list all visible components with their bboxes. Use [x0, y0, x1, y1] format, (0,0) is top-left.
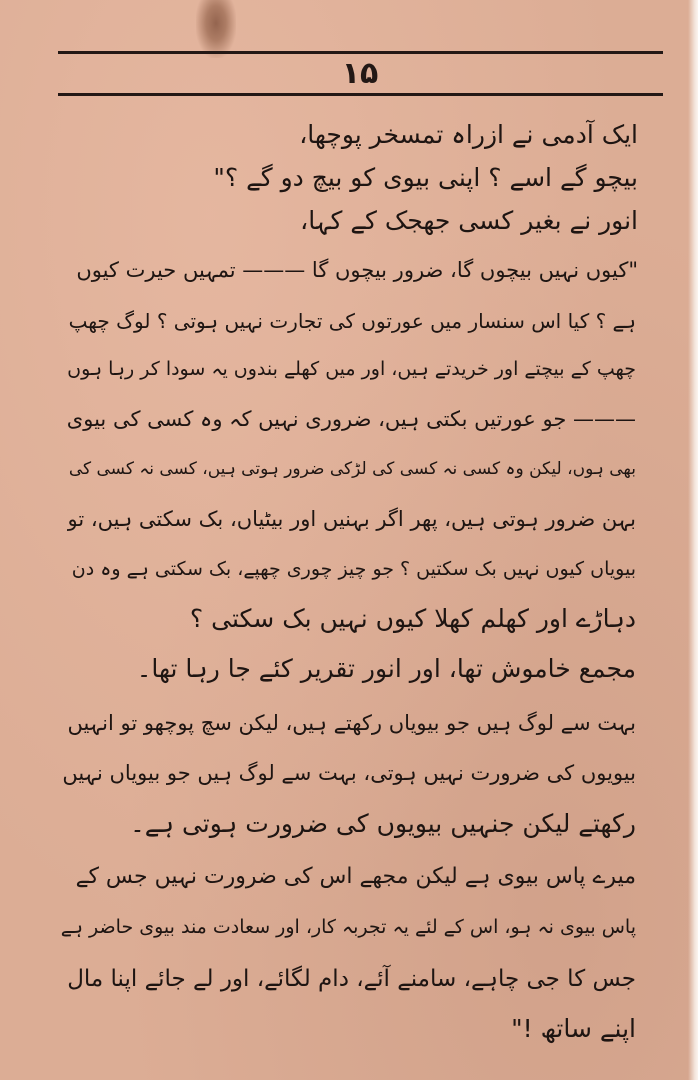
text-line: مجمع خاموش تھا، اور انور تقریر کئے جا رہا تھا۔ — [136, 654, 636, 683]
text-line: بہت سے لوگ ہیں جو بیویاں رکھتے ہیں، لیکن سچ پوچھو تو انہیں — [67, 711, 636, 735]
text-line: بیویوں کی ضرورت نہیں ہوتی، بہت سے لوگ ہیں جو بیویاں نہیں — [62, 761, 636, 785]
text-line: بیچو گے اسے ؟ اپنی بیوی کو بیچ دو گے ؟" — [213, 163, 638, 192]
text-line: بیویاں کیوں نہیں بک سکتیں ؟ جو چیز چوری چھپے، بک سکتی ہے وہ دن — [71, 558, 636, 580]
text-line: ——— جو عورتیں بکتی ہیں، ضروری نہیں کہ وہ کسی کی بیوی — [66, 407, 636, 431]
text-line: اپنے ساتھ !" — [511, 1014, 636, 1043]
text-line: انور نے بغیر کسی جھجک کے کہا، — [300, 206, 638, 235]
text-line: ہے ؟ کیا اس سنسار میں عورتوں کی تجارت نہیں ہوتی ؟ لوگ چھپ — [68, 309, 636, 333]
text-line: ایک آدمی نے ازراہ تمسخر پوچھا، — [299, 120, 638, 149]
text-line: دہاڑے اور کھلم کھلا کیوں نہیں بک سکتی ؟ — [189, 604, 636, 633]
text-line: جس کا جی چاہے، سامنے آئے، دام لگائے، اور لے جائے اپنا مال — [67, 966, 636, 992]
text-line: بہن ضرور ہوتی ہیں، پھر اگر بہنیں اور بیٹیاں، بک سکتی ہیں، تو — [67, 507, 636, 531]
text-line: بھی ہوں، لیکن وہ کسی نہ کسی کی لڑکی ضرور ہوتی ہیں، کسی نہ کسی کی — [68, 459, 636, 479]
page-number: ۱۵ — [341, 56, 379, 91]
text-line: رکھتے لیکن جنہیں بیویوں کی ضرورت ہوتی ہے۔ — [130, 809, 636, 838]
text-line: "کیوں نہیں بیچوں گا، ضرور بیچوں گا ——— تمہیں حیرت کیوں — [76, 258, 638, 282]
text-line: چھپ کے بیچتے اور خریدتے ہیں، اور میں کھلے بندوں یہ سودا کر رہا ہوں — [67, 358, 636, 380]
text-line: میرے پاس بیوی ہے لیکن مجھے اس کی ضرورت نہیں جس کے — [75, 864, 636, 889]
text-line: پاس بیوی نہ ہو، اس کے لئے یہ تجربہ کار، اور سعادت مند بیوی حاضر ہے — [60, 916, 636, 938]
